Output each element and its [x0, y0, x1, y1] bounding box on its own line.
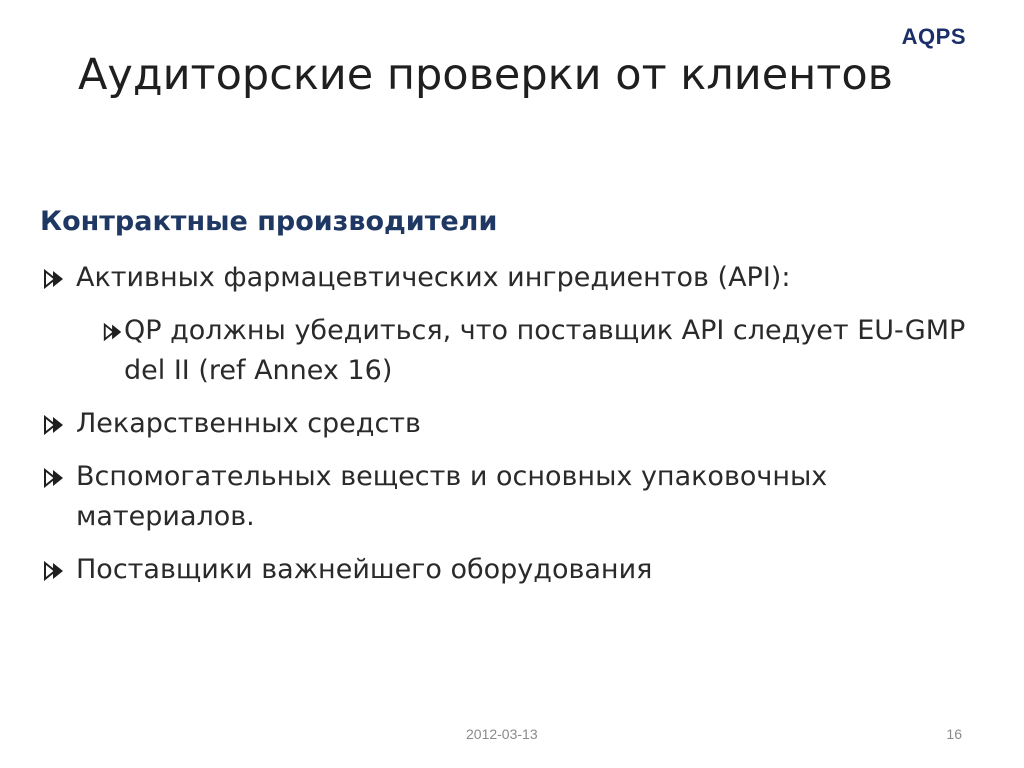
arrow-bullet-icon — [42, 561, 66, 581]
page-number: 16 — [946, 726, 962, 742]
aqps-logo: AQPS — [901, 24, 966, 49]
arrow-bullet-icon — [42, 269, 66, 289]
list-item — [40, 404, 985, 444]
list-item-sub — [104, 311, 985, 391]
list-item-text: Поставщики важнейшего оборудования — [76, 554, 653, 585]
slide-body — [40, 202, 985, 603]
list-item-text: Активных фармацевтических ингредиентов (API): — [76, 262, 791, 293]
list-item — [40, 550, 985, 590]
list-item-text: Лекарственных средств — [76, 408, 421, 439]
arrow-bullet-icon — [102, 322, 124, 342]
section-heading: Контрактные производители — [40, 206, 498, 237]
list-item — [40, 258, 985, 298]
footer-date: 2012-03-13 — [466, 726, 538, 742]
arrow-bullet-icon — [42, 468, 66, 488]
list-item — [40, 457, 985, 537]
arrow-bullet-icon — [42, 415, 66, 435]
list-item-text: Вспомогательных веществ и основных упаковочных материалов. — [76, 461, 828, 532]
slide-title: Аудиторские проверки от клиентов — [78, 50, 893, 100]
list-item-text: QP должны убедиться, что поставщик API следует EU-GMP del II (ref Annex 16) — [124, 315, 966, 386]
